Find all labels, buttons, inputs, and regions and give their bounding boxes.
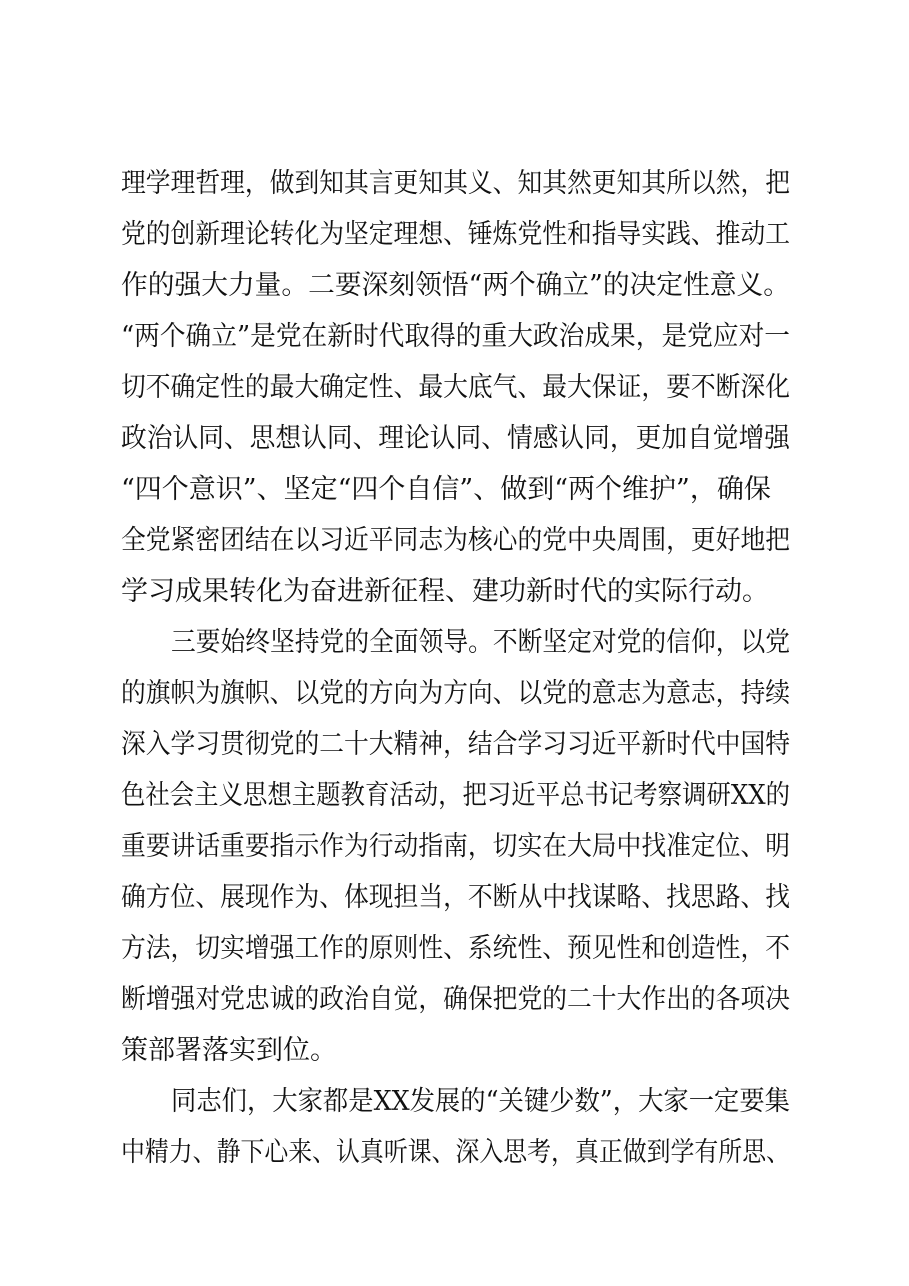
text-line [0,721,909,769]
text-line [0,517,909,565]
text-line [0,1027,909,1075]
text-line [0,568,909,616]
line-text: 断增强对党忠诚的政治自觉，确保把党的二十大作出的各项决 [121,984,791,1015]
line-text: 重要讲话重要指示作为行动指南，切实在大局中找准定位、明 [121,831,791,862]
line-text: “两个确立”是党在新时代取得的重大政治成果，是党应对一 [121,321,791,352]
line-text: 深入学习贯彻党的二十大精神，结合学习习近平新时代中国特 [121,729,791,760]
line-text: 学习成果转化为奋进新征程、建功新时代的实际行动。 [121,576,769,607]
text-line [0,262,909,310]
text-line [0,160,909,208]
line-text: 政治认同、思想认同、理论认同、情感认同，更加自觉增强 [121,423,791,454]
text-line [0,1078,909,1126]
line-text: 作的强大力量。二要深刻领悟“两个确立”的决定性意义。 [121,270,790,301]
text-line [0,211,909,259]
text-line [0,415,909,463]
text-line [0,1129,909,1177]
line-text: 三要始终坚持党的全面领导。不断坚定对党的信仰，以党 [171,627,790,658]
line-text: 理学理哲理，做到知其言更知其义、知其然更知其所以然，把 [121,168,791,199]
line-text: 切不确定性的最大确定性、最大底气、最大保证，要不断深化 [121,372,791,403]
line-text: 全党紧密团结在以习近平同志为核心的党中央周围，更好地把 [121,525,791,556]
line-text: 方法，切实增强工作的原则性、系统性、预见性和创造性，不 [121,933,791,964]
text-line [0,313,909,361]
text-line [0,874,909,922]
line-text: “四个意识”、坚定“四个自信”、做到“两个维护”，确保 [121,474,771,505]
text-line [0,976,909,1024]
line-text: 色社会主义思想主题教育活动，把习近平总书记考察调研XX的 [121,780,790,811]
line-text: 中精力、静下心来、认真听课、深入思考，真正做到学有所思、 [121,1137,790,1168]
line-text: 策部署落实到位。 [121,1035,337,1066]
text-line [0,772,909,820]
line-text: 的旗帜为旗帜、以党的方向为方向、以党的意志为意志，持续 [121,678,791,709]
text-line [0,925,909,973]
text-line [0,619,909,667]
line-text: 党的创新理论转化为坚定理想、锤炼党性和指导实践、推动工 [121,219,791,250]
line-text: 同志们，大家都是XX发展的“关键少数”，大家一定要集 [171,1086,791,1117]
line-text: 确方位、展现作为、体现担当，不断从中找谋略、找思路、找 [121,882,791,913]
text-line [0,670,909,718]
text-line [0,466,909,514]
text-line [0,823,909,871]
text-line [0,364,909,412]
